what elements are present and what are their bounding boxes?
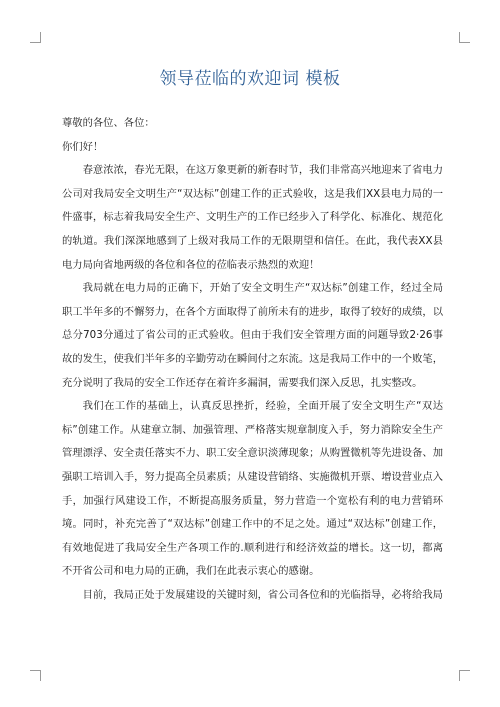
- page-corner-mark-bottom-right: [459, 670, 470, 681]
- document-body: [62, 112, 443, 607]
- page-corner-mark-top-left: [30, 32, 41, 43]
- paragraph-3: 我们在工作的基础上，认真反思挫折，经验，全面开展了安全文明生产“双达标”创建工作。从建章立制、加强管理、严格落实规章制度入手，努力消除安全生产管理漂浮、安全责任落实不力、职工安全意识淡薄现象；从购置微机等先进设备、加强职工培训入手，努力提高全员素质；从建设营销络、实施微机开票、增设营业点入手，加强行风建设工作，不断提高服务质量，努力营造一个宽松有利的电力营销环境。同时，补充完善了“双达标”创建工作中的不足之处。通过“双达标”创建工作，有效地促进了我局安全生产各项工作的.顺利进行和经济效益的增长。这一切，都离不开省公司和电力局的正确，我们在此表示衷心的感谢。: [62, 400, 443, 578]
- greeting: 你们好！: [62, 140, 104, 153]
- paragraph-1: 春意浓浓，春光无限，在这万象更新的新春时节，我们非常高兴地迎来了省电力公司对我局安全文明生产“双达标”创建工作的正式验收，这是我们XX县电力局的一件盛事，标志着我局安全生产、文明生产的工作已经步入了科学化、标准化、规范化的轨道。我们深深地感到了上级对我局工作的无限期望和信任。在此，我代表XX县电力局向省地两级的各位和各位的莅临表示热烈的欢迎！: [62, 164, 443, 271]
- paragraph-4: 目前，我局正处于发展建设的关键时刻，省公司各位和的光临指导，必将给我局: [82, 588, 443, 601]
- salutation: 尊敬的各位、各位：: [62, 117, 155, 129]
- page-corner-mark-bottom-left: [30, 670, 41, 681]
- page-corner-mark-top-right: [459, 32, 470, 43]
- document-title: 领导莅临的欢迎词 模板: [159, 69, 341, 89]
- paragraph-2: 我局就在电力局的正确下，开始了安全文明生产“双达标”创建工作，经过全局职工半年多的不懈努力，在各个方面取得了前所未有的进步，取得了较好的成绩，以总分703分通过了省公司的正式验收。但由于我们安全管理方面的问题导致2·26事故的发生，使我们半年多的辛勤劳动在瞬间付之东流。这是我局工作中的一个败笔，充分说明了我局的安全工作还存在着许多漏洞，需要我们深入反思，扎实整改。: [62, 282, 443, 389]
